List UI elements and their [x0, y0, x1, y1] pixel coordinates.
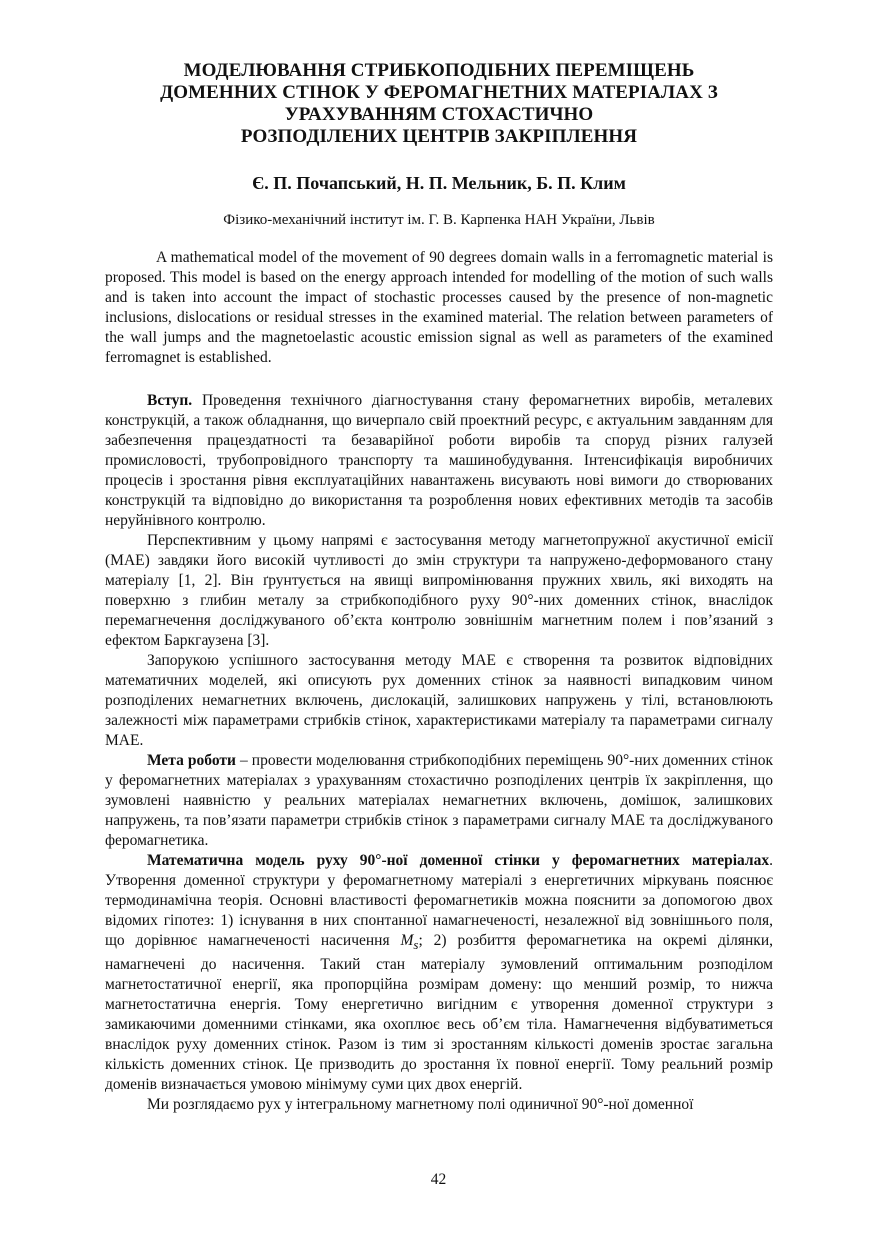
model-text-a: . Утворення доменної структури у феромагнетному матеріалі з енергетичних міркувань пояснює термодинамічна теорія. Основні властивості феромагнетиків можна пояснити за допомогою двох відомих гіпотез: 1) існування в них спонтанної намагнеченості, незалежної від зовнішнього поля, що дорівнює намагнеченості насичення [105, 852, 773, 949]
paragraph-models: Запорукою успішного застосування методу МАЕ є створення та розвиток відповідних математичних моделей, які описують рух доменних стінок за наявності випадковим чином розподілених немагнетних включень, дислокацій, залишкових напружень у тілі, встановлюють залежності між параметрами стрибків стінок, характеристиками матеріалу та параметрами сигналу МАЕ. [105, 652, 773, 749]
intro-paragraph [105, 391, 773, 531]
aim-heading: Мета роботи [147, 752, 236, 769]
paper-title [105, 60, 773, 148]
aim-text: – провести моделювання стрибкоподібних переміщень 90°-них доменних стінок у феромагнетних матеріалах з урахуванням стохастично розподілених центрів їх закріплення, що зумовлені наявністю у реальних матеріалах немагнетних включень, домішок, залишкових напружень, та пов’язати параметри стрибків стінок з параметрами сигналу МАЕ та досліджуваного феромагнетика. [105, 752, 773, 849]
page-number: 42 [430, 1171, 447, 1188]
title-line: РОЗПОДІЛЕНИХ ЦЕНТРІВ ЗАКРІПЛЕННЯ [240, 126, 638, 147]
intro-text: Проведення технічного діагностування стану феромагнетних виробів, металевих конструкцій, а також обладнання, що вичерпало свій проектний ресурс, є актуальним завданням для забезпечення працездатності та безаварійної роботи виробів та споруд різних галузей промисловості, трубопровідного транспорту та машинобудування. Інтенсифікація виробничих процесів і зростання рівня експлуатаційних навантажень висувають нові вимоги до створюваних конструкцій та відповідно до використання та розроблення нових ефективних методів та засобів неруйнівного контролю. [105, 392, 773, 529]
title-line: ДОМЕННИХ СТІНОК У ФЕРОМАГНЕТНИХ МАТЕРІАЛАХ З [160, 82, 718, 103]
body-text [105, 391, 773, 1115]
paper-page [105, 60, 773, 1115]
model-paragraph [105, 851, 773, 1095]
paragraph-mae: Перспективним у цьому напрямі є застосування методу магнетопружної акустичної емісії (МАЕ) завдяки його високій чутливості до змін структури та напружено-деформованого стану матеріалу [1, 2]. Він ґрунтується на явищі випромінювання пружних хвиль, які виходять на поверхню з глибин металу за стрибкоподібного руху 90°-них доменних стінок, внаслідок перемагнечення досліджуваного об’єкта контролю зовнішнім магнетним полем і пов’язаний з ефектом Баркгаузена [3]. [105, 532, 773, 649]
model-text-b: ; 2) розбиття феромагнетика на окремі ділянки, намагнечені до насичення. Такий стан матеріалу зумовлений оптимальним розподілом магнетостатичної енергії, яка пропорційна розмірам домену: що менший розмір, то нижча магнетостатична енергія. Тому енергетично вигідним є утворення доменної структури з замикаючими доменними стінками, яка охоплює весь об’єм тіла. Намагнечення відбуватиметься внаслідок руху доменних стінок. Разом із тим зі зростанням кількості доменів зростає загальна кількість доменних стінок. Це призводить до зростання їх повної енергії. Тому реальний розмір доменів визначається умовою мінімуму суми цих двох енергій. [105, 932, 774, 1094]
symbol-subscript: s [413, 937, 419, 953]
saturation-magnetization-symbol [400, 932, 419, 953]
model-heading: Математична модель руху 90°-ної доменної стінки у феромагнетних матеріалах [147, 852, 770, 869]
abstract: A mathematical model of the movement of 90 degrees domain walls in a ferromagnetic material is proposed. This model is based on the energy approach intended for modelling of the motion of such walls and is taken into account the impact of stochastic processes caused by the presence of non-magnetic inclusions, dislocations or residual stresses in the examined material. The relation between parameters of the wall jumps and the magnetoelastic acoustic emission signal as well as parameters of the examined ferromagnet is established. [105, 249, 773, 366]
intro-heading: Вступ. [147, 392, 193, 409]
affiliation: Фізико-механічний інститут ім. Г. В. Карпенка НАН України, Львів [223, 212, 655, 228]
aim-paragraph [105, 751, 773, 851]
symbol-m: M [400, 932, 414, 949]
title-line: УРАХУВАННЯМ СТОХАСТИЧНО [284, 104, 594, 125]
authors: Є. П. Почапський, Н. П. Мельник, Б. П. Клим [252, 173, 626, 193]
title-line: МОДЕЛЮВАННЯ СТРИБКОПОДІБНИХ ПЕРЕМІЩЕНЬ [183, 60, 695, 81]
paragraph-last: Ми розглядаємо рух у інтегральному магнетному полі одиничної 90°-ної доменної [147, 1096, 694, 1114]
